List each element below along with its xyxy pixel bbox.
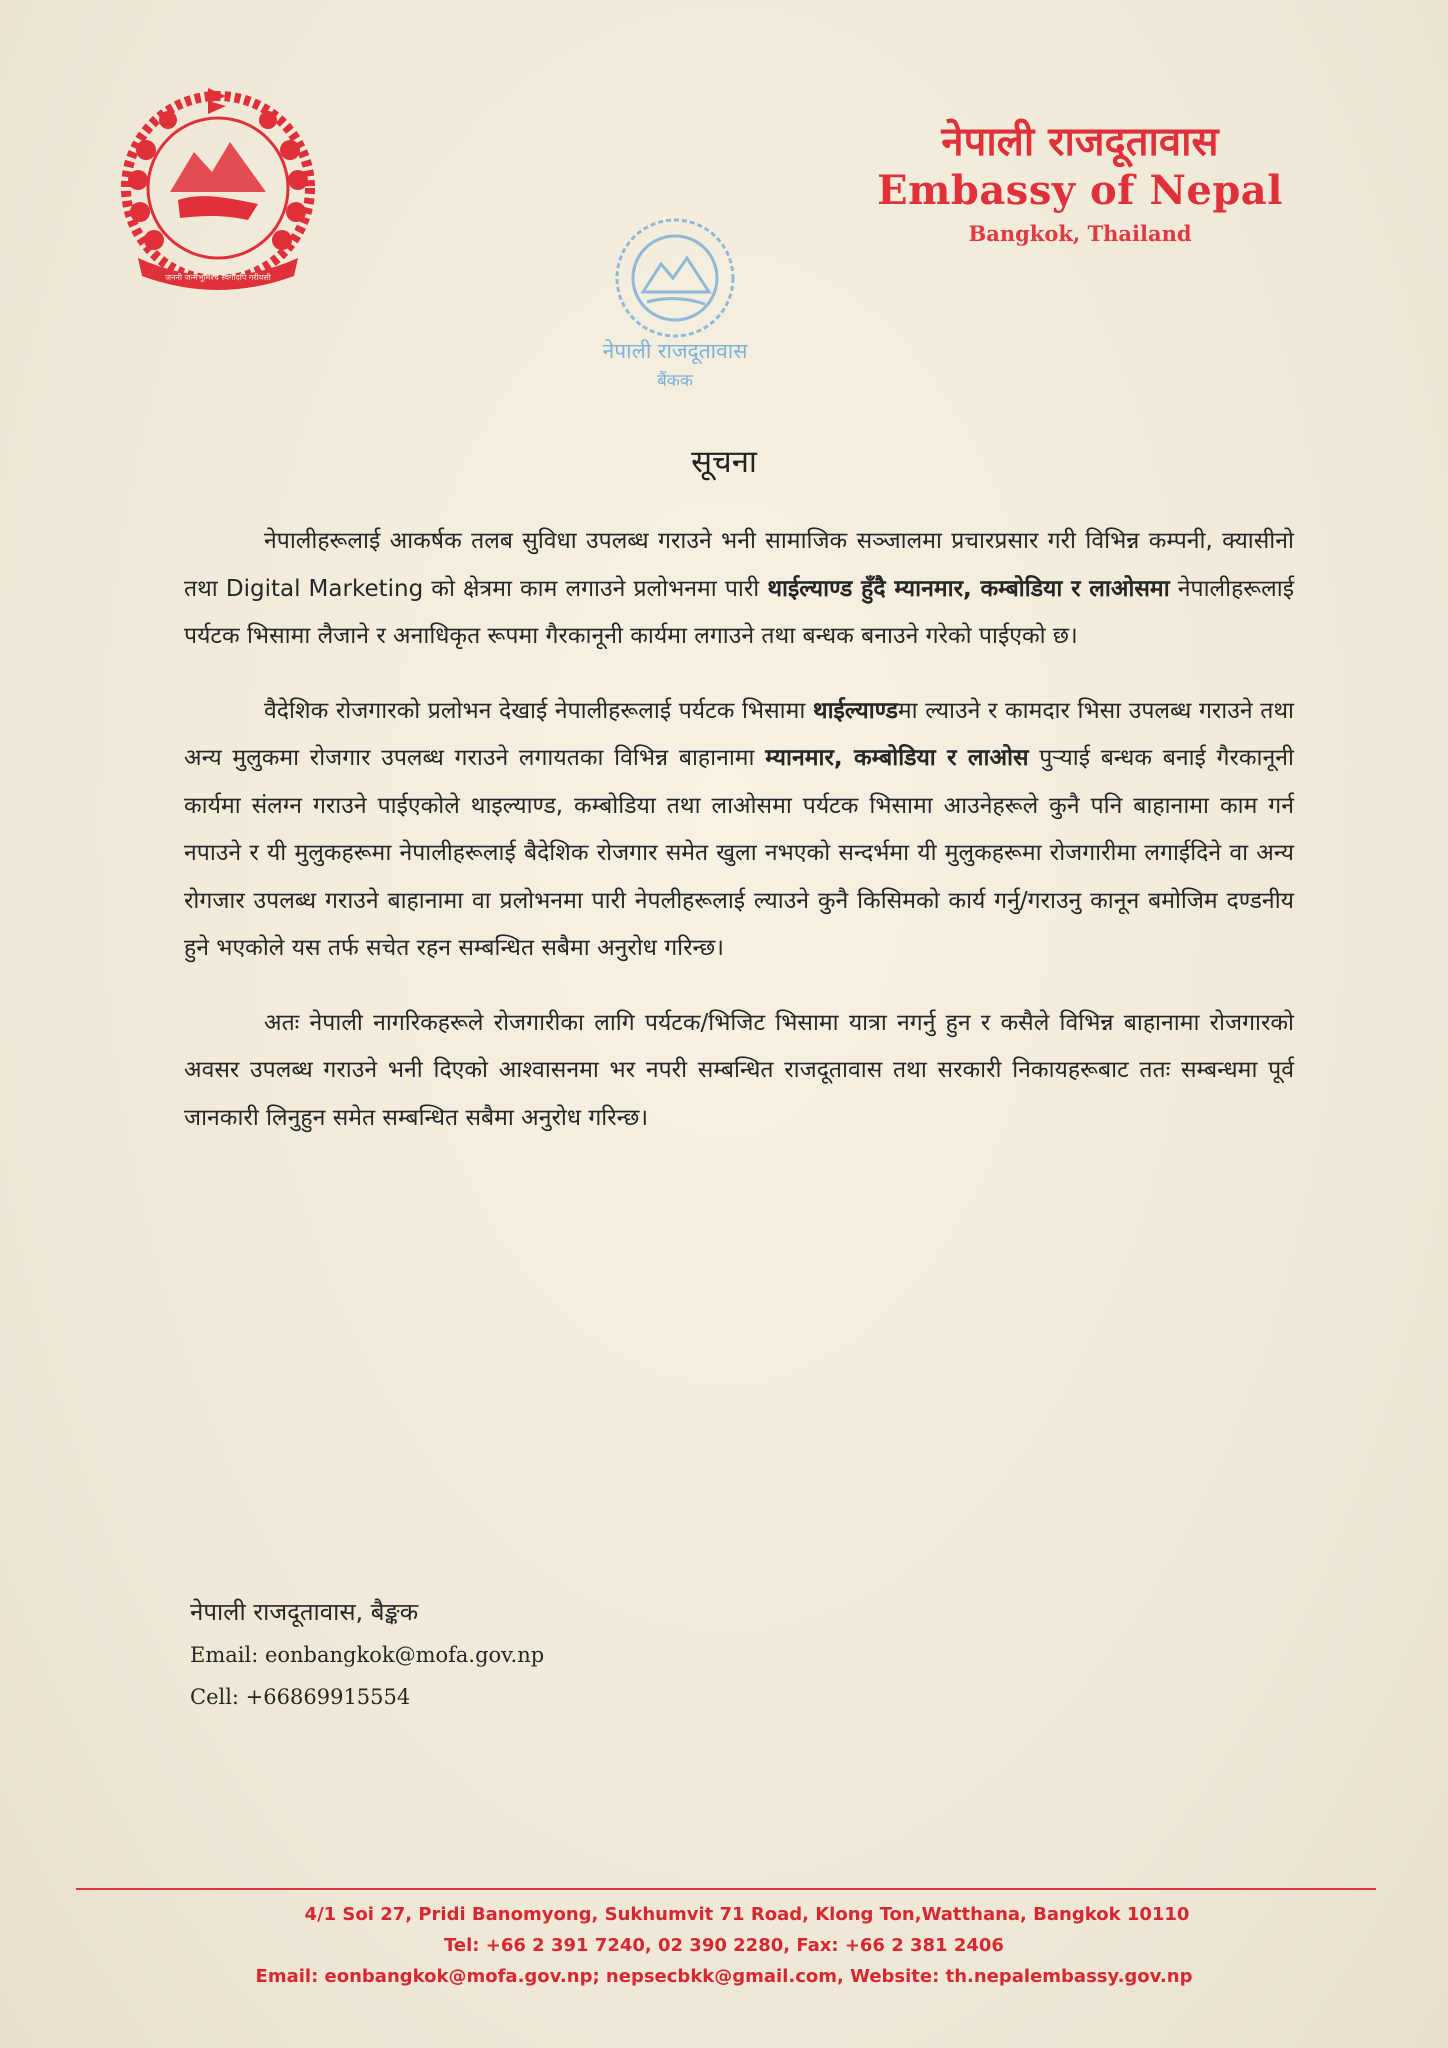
footer-contact: Email: eonbangkok@mofa.gov.np; nepsecbkk@gmail.com, Website: th.nepalembassy.gov.np bbox=[255, 1966, 1193, 1987]
footer-divider bbox=[76, 1888, 1376, 1890]
p1-text-a: नेपालीहरूलाई आकर्षक तलब सुविधा उपलब्ध गराउने भनी सामाजिक सञ्जालमा प्रचारप्रसार गरी विभिन्न कम्पनी, क्यासीनो तथा Digital Marketing को क्षेत्रमा काम लगाउने प्रलोभनमा पारी bbox=[184, 528, 1294, 602]
p2-emphasis-a: थाईल्याण्ड bbox=[812, 697, 898, 724]
signature-cell: Cell: +66869915554 bbox=[190, 1685, 411, 1709]
notice-title: सूचना bbox=[691, 444, 757, 480]
nepal-emblem bbox=[108, 80, 328, 300]
embassy-stamp bbox=[575, 208, 775, 408]
stamp-text-line1: नेपाली राजदूतावास bbox=[602, 339, 748, 363]
signatory: नेपाली राजदूतावास, बैङ्कक bbox=[190, 1598, 419, 1626]
notice-body bbox=[184, 518, 1294, 1169]
p2-text-c: पुऱ्याई बन्धक बनाई गैरकानूनी कार्यमा संलग्न गराउने पाईएकोले थाइल्याण्ड, कम्बोडिया तथा लाओसमा पर्यटक भिसामा आउनेहरूले कुनै पनि बाहानामा काम गर्न नपाउने र यी मुलुकहरूमा नेपालीहरूलाई बैदेशिक रोजगार समेत खुला नभएको सन्दर्भमा यी मुलुकहरूमा रोजगारीमा लगाईदिने वा अन्य रोगजार उपलब्ध गराउने बाहानामा वा प्रलोभनमा पारी नेपलीहरूलाई ल्याउने कुनै किसिमको कार्य गर्नु/गराउनु कानून बमोजिम दण्डनीय हुने भएकोले यस तर्फ सचेत रहन सम्बन्धित सबैमा अनुरोध गरिन्छ। bbox=[184, 745, 1294, 961]
emblem-motto: जननी जन्मभूमिश्च स्वर्गादपि गरीयसी bbox=[165, 273, 271, 282]
stamp-text-line2: बैंकक bbox=[657, 371, 693, 391]
p2-text-a: वैदेशिक रोजगारको प्रलोभन देखाई नेपालीहरूलाई पर्यटक भिसामा bbox=[264, 697, 813, 724]
p1-emphasis: थाईल्याण्ड हुँदै म्यानमार, कम्बोडिया र लाओसमा bbox=[767, 575, 1170, 602]
embassy-name-english: Embassy of Nepal bbox=[877, 167, 1283, 214]
p2-text-b: मा ल्याउने र कामदार भिसा उपलब्ध गराउने तथा अन्य मुलुकमा रोजगार उपलब्ध गराउने लगायतका विभिन्न बाहानामा bbox=[184, 697, 1294, 771]
p1-text-b: नेपालीहरूलाई पर्यटक भिसामा लैजाने र अनाधिकृत रूपमा गैरकानूनी कार्यमा लगाउने तथा बन्धक बनाउने गरेको पाईएको छ। bbox=[184, 575, 1295, 649]
paragraph-3: अतः नेपाली नागरिकहरूले रोजगारीका लागि पर्यटक/भिजिट भिसामा यात्रा नगर्नु हुन र कसैले विभिन्न बाहानामा रोजगारको अवसर उपलब्ध गराउने भनी दिएको आश्वासनमा भर नपरी सम्बन्धित राजदूतावास तथा सरकारी निकायहरूबाट ततः सम्बन्धमा पूर्व जानकारी लिनुहुन समेत सम्बन्धित सबैमा अनुरोध गरिन्छ। bbox=[184, 1009, 1294, 1131]
p2-emphasis-b: म्यानमार, कम्बोडिया र लाओस bbox=[765, 745, 1029, 771]
paragraph-2 bbox=[184, 688, 1294, 973]
letterhead bbox=[820, 118, 1340, 252]
footer-address: 4/1 Soi 27, Pridi Banomyong, Sukhumvit 71 Road, Klong Ton,Watthana, Bangkok 10110 bbox=[304, 1904, 1190, 1925]
embassy-name-nepali: नेपाली राजदूतावास bbox=[941, 119, 1219, 165]
embassy-city: Bangkok, Thailand bbox=[968, 221, 1192, 246]
signature-email: Email: eonbangkok@mofa.gov.np bbox=[190, 1643, 545, 1667]
footer bbox=[0, 1899, 1448, 1992]
signature-block bbox=[190, 1590, 544, 1718]
footer-phones: Tel: +66 2 391 7240, 02 390 2280, Fax: +66 2 381 2406 bbox=[444, 1935, 1004, 1956]
paragraph-1 bbox=[184, 518, 1294, 661]
